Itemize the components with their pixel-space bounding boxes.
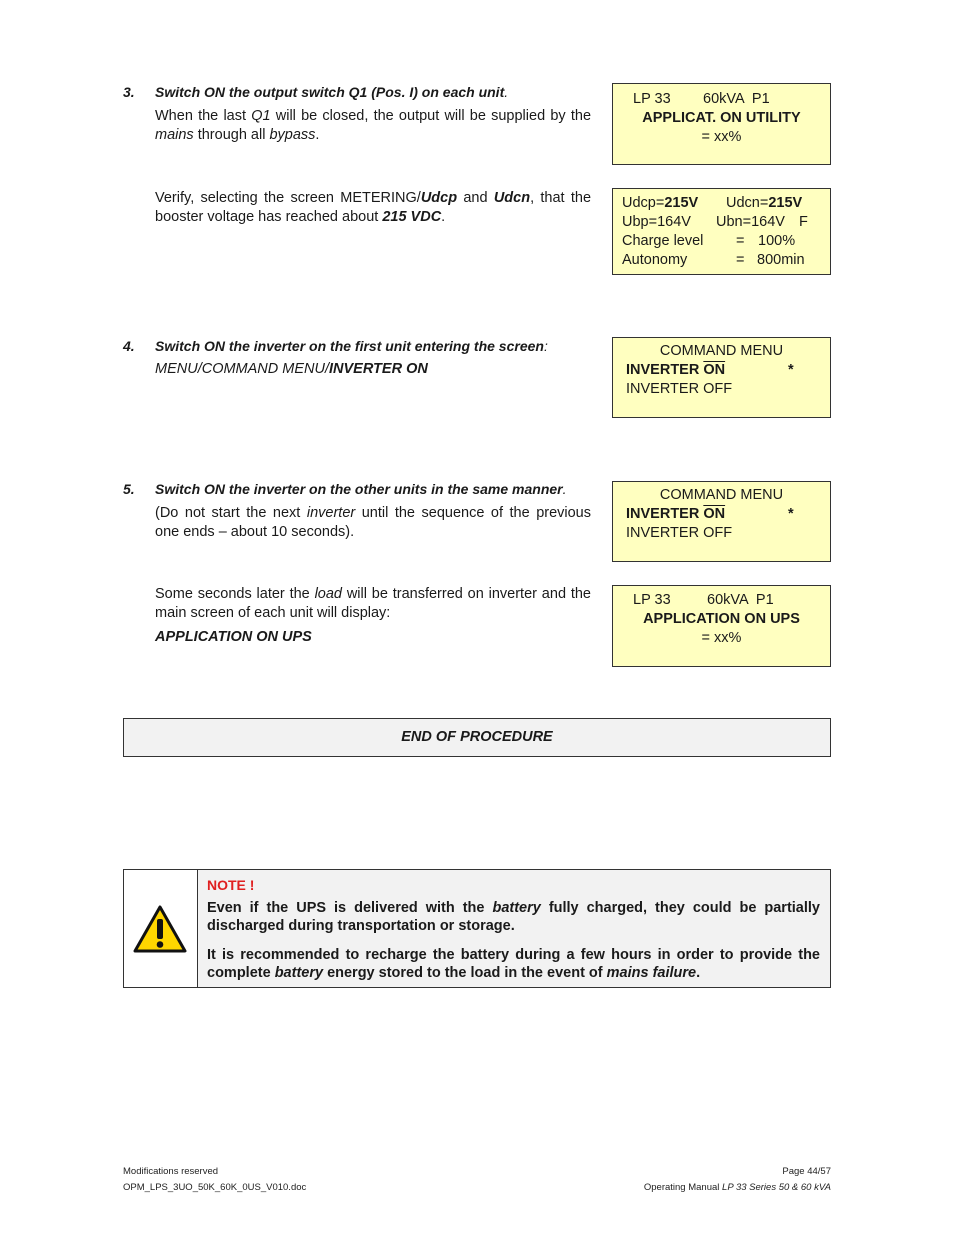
warning-icon — [132, 904, 188, 954]
menu-path: MENU/COMMAND MENU/INVERTER ON — [155, 361, 428, 377]
lcd-command-menu — [612, 337, 831, 418]
step-result: Some seconds later the load will be transferred on inverter and the main screen of each unit will display: — [155, 586, 591, 621]
note-icon-cell — [124, 870, 198, 987]
lcd-main-screen-ups — [612, 585, 831, 667]
lcd-rating: 60kVA P1 — [703, 91, 770, 107]
footer-doc-filename: OPM_LPS_3UO_50K_60K_0US_V010.doc — [123, 1182, 307, 1193]
expected-display: APPLICATION ON UPS — [155, 629, 312, 645]
step-title: Switch ON the output switch Q1 (Pos. I) on each unit. — [155, 84, 509, 100]
footer-modifications: Modifications reserved — [123, 1166, 219, 1177]
footer-page-number: Page 44/57 — [782, 1166, 831, 1177]
lcd-model: LP 33 — [633, 592, 671, 608]
lcd-autonomy-eq: = — [736, 252, 745, 268]
lcd-charge-value: 100% — [758, 233, 796, 249]
step-number: 5. — [123, 481, 135, 497]
lcd-selection-marker: * — [788, 506, 794, 522]
lcd-charge-label: Charge level — [622, 233, 704, 249]
step-description: When the last Q1 will be closed, the output will be supplied by the mains through all bypass. — [155, 108, 592, 143]
step-description: (Do not start the next inverter until the sequence of the previous one ends – about 10 seconds). — [155, 505, 591, 540]
lcd-menu-header: COMMAND MENU — [659, 343, 784, 359]
step-number: 4. — [123, 338, 135, 354]
lcd-model: LP 33 — [633, 91, 671, 107]
lcd-status: APPLICAT. ON UTILITY — [642, 110, 801, 126]
lcd-charge-eq: = — [736, 233, 745, 249]
note-title: NOTE ! — [207, 877, 255, 893]
end-of-procedure-banner: END OF PROCEDURE — [123, 718, 831, 757]
lcd-status: APPLICATION ON UPS — [643, 611, 800, 627]
lcd-udcp: Udcp=215V — [622, 195, 699, 211]
lcd-ubp: Ubp=164V — [622, 214, 691, 230]
lcd-option-inverter-on: INVERTER $\overline{ON}$ — [626, 506, 726, 522]
step-title: Switch ON the inverter on the first unit entering the screen: — [155, 338, 548, 354]
lcd-option-inverter-on: INVERTER $\overline{ON}$ — [626, 362, 726, 378]
lcd-rating: 60kVA P1 — [707, 592, 774, 608]
lcd-menu-header: COMMAND MENU — [659, 487, 784, 503]
lcd-value: = xx% — [701, 129, 742, 145]
lcd-autonomy-value: 800min — [757, 252, 805, 268]
step-title: Switch ON the inverter on the other units in the same manner. — [155, 481, 567, 497]
lcd-command-menu — [612, 481, 831, 562]
note-paragraph: It is recommended to recharge the battery during a few hours in order to provide the complete battery energy stored to the load in the event of mains failure. — [207, 947, 820, 981]
note-box — [123, 869, 831, 988]
lcd-metering-screen — [612, 188, 831, 275]
lcd-option-inverter-off: INVERTER OFF — [626, 381, 733, 397]
lcd-main-screen-utility — [612, 83, 831, 165]
note-paragraph: Even if the UPS is delivered with the battery fully charged, they could be partially discharged during transportation or storage. — [207, 900, 820, 934]
lcd-option-inverter-off: INVERTER OFF — [626, 525, 733, 541]
lcd-ubn: Ubn=164V — [716, 214, 785, 230]
step-number: 3. — [123, 84, 135, 100]
lcd-autonomy-label: Autonomy — [622, 252, 688, 268]
step-verification: Verify, selecting the screen METERING/Udcp and Udcn, that the booster voltage has reached about 215 VDC. — [155, 190, 592, 225]
lcd-value: = xx% — [701, 630, 742, 646]
lcd-flag: F — [799, 214, 808, 230]
footer-manual-title: Operating Manual LP 33 Series 50 & 60 kVA — [643, 1182, 831, 1193]
lcd-selection-marker: * — [788, 362, 794, 378]
lcd-udcn: Udcn=215V — [726, 195, 803, 211]
